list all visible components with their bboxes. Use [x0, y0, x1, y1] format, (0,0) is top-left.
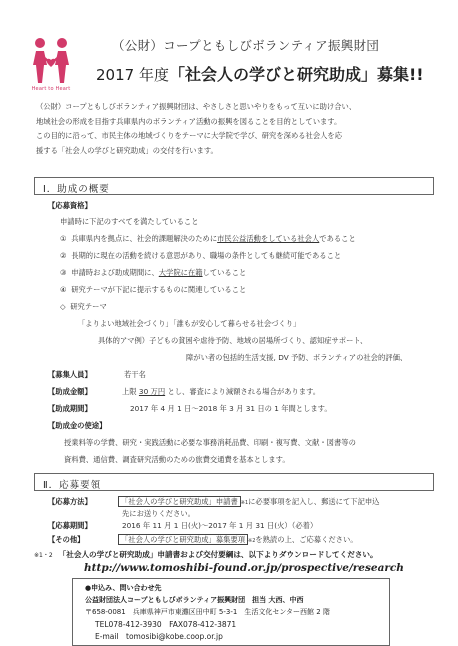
- item-mark: ①: [60, 234, 67, 243]
- app-period-label: 【応募期間】: [48, 521, 92, 530]
- logo-text: Heart to Heart: [31, 86, 71, 92]
- qualification-item: [60, 268, 246, 278]
- amount-label: 【助成金額】: [48, 387, 92, 396]
- qualification-intro: 申請時に下記のすべてを満たしていること: [60, 217, 199, 226]
- item-mark: ③: [60, 268, 67, 277]
- amount-value: [122, 387, 320, 397]
- item-text-post: であること: [319, 234, 356, 243]
- title-year: 2017 年度: [96, 66, 169, 84]
- item-text: 長期的に現在の活動を続ける意思があり、職場の条件としても継続可能であること: [71, 251, 342, 260]
- method-label: 【応募方法】: [48, 497, 92, 506]
- contact-email[interactable]: E-mail tomosibi@kobe.coop.or.jp: [95, 632, 223, 641]
- item-text: 研究テーマが下記に提示するものに関連していること: [71, 285, 247, 294]
- amount-underline: 30 万円: [138, 387, 166, 396]
- qualification-item: [60, 302, 107, 312]
- intro-line: 地域社会の形成を目指す兵庫県内のボランティア活動の振興を図ることを目的としています。: [36, 116, 342, 126]
- intro-line: （公財）コープともしびボランティア振興財団は、やさしさと思いやりをもって互いに助け合い、: [36, 102, 357, 111]
- item-text-post: していること: [202, 268, 247, 277]
- download-note: [34, 549, 378, 560]
- use-label: 【助成金の使途】: [48, 421, 107, 430]
- other-post: を熟読の上、ご応募ください。: [255, 535, 358, 544]
- period-value: 2017 年 4 月 1 日～2018 年 3 月 31 日の 1 年間とします。: [130, 404, 332, 413]
- intro-line: 援する「社会人の学びと研究助成」の交付を行います。: [36, 145, 218, 155]
- section-heading-text: Ⅱ．応募要領: [43, 480, 102, 491]
- method-post: に必要事項を記入し、郵送にて下記申込: [248, 497, 380, 506]
- use-line-1: 授業料等の学費、研究・実践活動に必要な事務消耗品費、印刷・複写費、文献・図書等の: [64, 438, 356, 447]
- item-text: 研究テーマ: [70, 302, 107, 311]
- intro-paragraph: [36, 100, 428, 158]
- contact-phone: TEL078-412-3930 FAX078-412-3871: [95, 620, 237, 629]
- period-label: 【助成期間】: [48, 404, 92, 413]
- section-heading-text: Ⅰ．助成の概要: [43, 184, 110, 195]
- theme-example-1: 具体的アマ例）子どもの貧困や虐待予防、地域の居場所づくり、認知症サポート、: [98, 336, 368, 345]
- contact-address: 〒658-0081 兵庫県神戸市東灘区田中町 5-3-1 生活文化センター西館 2 階: [85, 608, 330, 616]
- note-text: 「社会人の学びと研究助成」申請書および交付要綱は、以下よりダウンロードしてください。: [58, 550, 378, 559]
- amount-post: とし、審査により減額される場合があります。: [167, 387, 321, 396]
- page-title: [96, 62, 424, 85]
- download-url[interactable]: http://www.tomoshibi-found.or.jp/prospective/research: [84, 562, 404, 574]
- section-heading-application: [34, 473, 434, 491]
- item-text: 申請時および助成期間に、: [71, 268, 159, 277]
- section-heading-overview: [34, 177, 434, 195]
- org-title: （公財）コープともしびボランティア振興財団: [112, 38, 380, 53]
- qualification-item: [60, 234, 356, 244]
- item-underline: 大学院に在籍: [158, 268, 203, 277]
- title-end: 募集!!: [376, 65, 424, 84]
- other-label: 【その他】: [48, 535, 85, 544]
- theme-example-2: 障がい者の包括的生活支援, DV 予防、ボランティアの社会的評価、: [186, 353, 408, 362]
- amount-pre: 上限: [122, 387, 137, 396]
- count-label: 【募集人員】: [48, 370, 92, 379]
- qualification-item: [60, 251, 341, 261]
- contact-heading: ●申込み、問い合わせ先: [85, 584, 162, 592]
- other-guide-name: 「社会人の学びと研究助成」募集要項: [118, 534, 248, 545]
- count-value: 若干名: [124, 370, 146, 379]
- method-form-name: 「社会人の学びと研究助成」申請書: [118, 496, 241, 507]
- use-line-2: 資料費、通信費、調査研究活動のための旅費交通費を基本とします。: [64, 455, 290, 464]
- logo: [22, 34, 80, 88]
- contact-org: 公益財団法人コープともしびボランティア振興財団 担当 大西、中西: [85, 596, 304, 604]
- item-text: 兵庫県内を拠点に、社会的課題解決のために: [71, 234, 218, 243]
- app-period-value: 2016 年 11 月 1 日(火)～2017 年 1 月 31 日(火）（必着）: [122, 521, 318, 530]
- method-note: ※1: [240, 500, 249, 506]
- method-line-2: 先にお送りください。: [122, 509, 195, 518]
- title-main: 「社会人の学びと研究助成」: [168, 65, 377, 84]
- item-mark: ◇: [60, 302, 66, 311]
- qualification-label: 【応募資格】: [48, 201, 92, 210]
- item-underline: 市民公益活動をしている社会人: [217, 234, 320, 243]
- other-value: [118, 535, 358, 545]
- method-value: [118, 497, 379, 507]
- intro-line: この目的に沿って、市民主体の地域づくりをテーマに大学院で学び、研究を深める社会人を応: [36, 131, 343, 140]
- theme-line: 「よりよい地域社会づくり」「誰もが安心して暮らせる社会づくり」: [78, 319, 301, 328]
- item-mark: ④: [60, 285, 67, 294]
- qualification-item: [60, 285, 246, 295]
- note-number: ※1・2: [34, 552, 53, 559]
- contact-box: [72, 578, 390, 646]
- item-mark: ②: [60, 251, 67, 260]
- other-note: ※2: [248, 538, 256, 544]
